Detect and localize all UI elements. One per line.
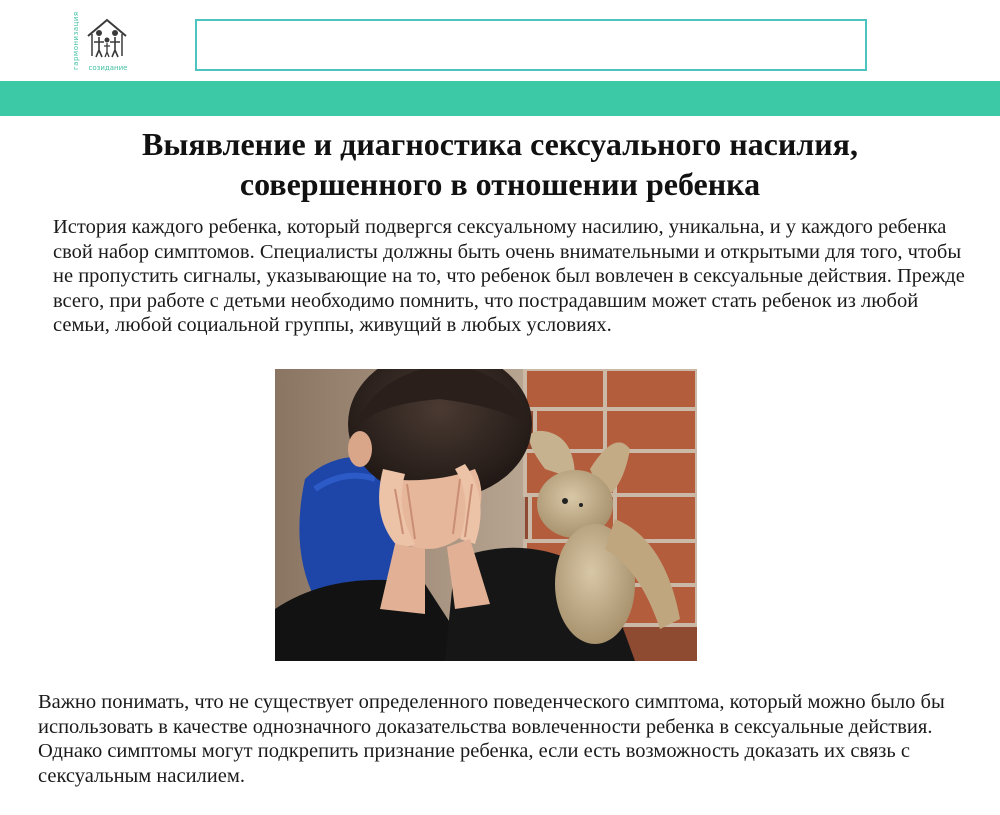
logo-side-text: гармонизация xyxy=(72,11,80,71)
title-line-1: Выявление и диагностика сексуального насилия, xyxy=(142,126,858,162)
organization-logo xyxy=(72,6,136,76)
child-photo xyxy=(275,369,697,661)
conclusion-paragraph: Важно понимать, что не существует определенного поведенческого симптома, который можно было бы использовать в качестве однозначного доказательства вовлеченности ребенка в сексуальные действия. Однако симптомы могут подкрепить признание ребенка, если есть возможность доказать их связь с сексуальным насилием. xyxy=(38,691,945,787)
intro-paragraph: История каждого ребенка, который подвергся сексуальному насилию, уникальна, и у каждого ребенка свой набор симптомов. Специалисты должны быть очень внимательными и открытыми для того, чтобы не пропустить сигналы, указывающие на то, что ребенок был вовлечен в сексуальные действия. Прежде всего, при работе с детьми необходимо помнить, что пострадавшим может стать ребенок из любой семьи, любой социальной группы, живущий в любых условиях. xyxy=(53,216,965,336)
logo-bottom-text: созидание xyxy=(88,64,128,72)
family-house-icon xyxy=(84,16,130,62)
accent-band xyxy=(0,81,1000,116)
title-line-2: совершенного в отношении ребенка xyxy=(239,166,761,202)
page-title xyxy=(60,124,940,204)
header-box xyxy=(195,19,867,71)
